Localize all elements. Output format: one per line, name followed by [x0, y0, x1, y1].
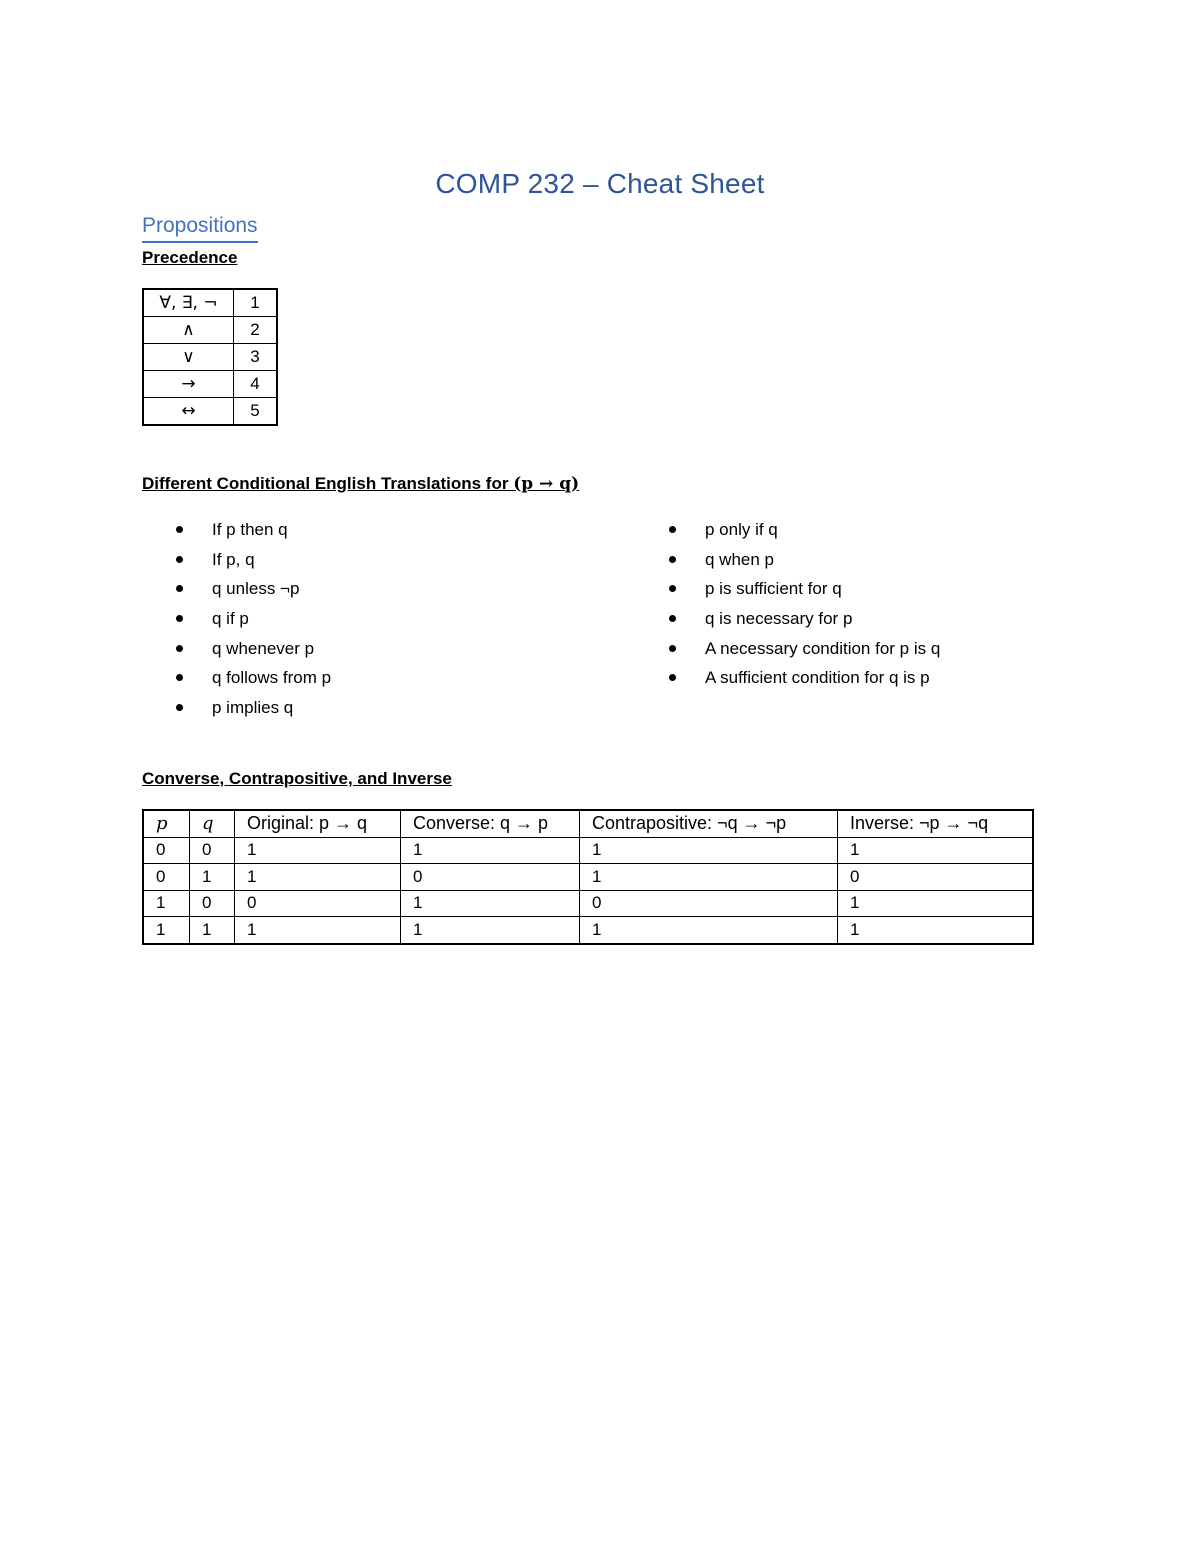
- table-header-row: [143, 810, 1033, 837]
- translations-list-left: [142, 515, 562, 723]
- operator-cell: ↔: [143, 398, 234, 426]
- table-cell: 0: [143, 864, 190, 891]
- table-cell: 1: [580, 917, 838, 944]
- table-cell: 1: [143, 890, 190, 917]
- table-row: [143, 864, 1033, 891]
- table-cell: 1: [580, 864, 838, 891]
- translations-heading-math: (p → q): [513, 474, 580, 494]
- column-header: q: [190, 810, 235, 837]
- operator-cell: ∨: [143, 344, 234, 371]
- table-row: [143, 344, 277, 371]
- table-cell: 1: [838, 837, 1034, 864]
- converse-truth-table: [142, 809, 1034, 945]
- list-item: p only if q: [635, 515, 1055, 545]
- converse-heading: Converse, Contrapositive, and Inverse: [142, 769, 452, 788]
- table-cell: 0: [401, 864, 580, 891]
- table-row: [143, 837, 1033, 864]
- table-cell: 0: [580, 890, 838, 917]
- list-item: q unless ¬p: [142, 574, 562, 604]
- list-item: A sufficient condition for q is p: [635, 663, 1055, 693]
- operator-cell: →: [143, 371, 234, 398]
- table-cell: 1: [401, 890, 580, 917]
- section-heading-propositions: Propositions: [142, 213, 258, 243]
- table-row: [143, 317, 277, 344]
- table-cell: 0: [143, 837, 190, 864]
- table-cell: 1: [143, 917, 190, 944]
- rank-cell: 2: [234, 317, 278, 344]
- table-cell: 1: [838, 890, 1034, 917]
- table-cell: 1: [401, 837, 580, 864]
- table-row: [143, 890, 1033, 917]
- column-header: p: [143, 810, 190, 837]
- table-cell: 0: [838, 864, 1034, 891]
- list-item: q is necessary for p: [635, 604, 1055, 634]
- rank-cell: 4: [234, 371, 278, 398]
- page-title: COMP 232 – Cheat Sheet: [435, 168, 765, 199]
- list-item: p is sufficient for q: [635, 574, 1055, 604]
- table-cell: 1: [401, 917, 580, 944]
- table-row: [143, 289, 277, 317]
- column-header: Converse: q → p: [401, 810, 580, 837]
- rank-cell: 5: [234, 398, 278, 426]
- list-item: If p, q: [142, 545, 562, 575]
- list-item: q whenever p: [142, 634, 562, 664]
- table-cell: 1: [235, 917, 401, 944]
- table-cell: 0: [190, 837, 235, 864]
- table-cell: 1: [235, 864, 401, 891]
- table-cell: 0: [235, 890, 401, 917]
- translations-list-right: [635, 515, 1055, 693]
- list-item: If p then q: [142, 515, 562, 545]
- column-header: Original: p → q: [235, 810, 401, 837]
- table-cell: 1: [580, 837, 838, 864]
- table-cell: 1: [838, 917, 1034, 944]
- translations-heading-text: Different Conditional English Translations for: [142, 474, 514, 493]
- table-cell: 1: [235, 837, 401, 864]
- list-item: p implies q: [142, 693, 562, 723]
- list-item: q if p: [142, 604, 562, 634]
- table-row: [143, 917, 1033, 944]
- rank-cell: 1: [234, 289, 278, 317]
- table-cell: 1: [190, 864, 235, 891]
- translations-heading: [142, 474, 579, 494]
- table-cell: 0: [190, 890, 235, 917]
- column-header: Inverse: ¬p → ¬q: [838, 810, 1034, 837]
- precedence-table: [142, 288, 278, 426]
- column-header: Contrapositive: ¬q → ¬p: [580, 810, 838, 837]
- list-item: A necessary condition for p is q: [635, 634, 1055, 664]
- table-row: [143, 371, 277, 398]
- precedence-heading: Precedence: [142, 248, 238, 267]
- operator-cell: ∧: [143, 317, 234, 344]
- operator-cell: ∀, ∃, ¬: [143, 289, 234, 317]
- rank-cell: 3: [234, 344, 278, 371]
- list-item: q follows from p: [142, 663, 562, 693]
- table-cell: 1: [190, 917, 235, 944]
- list-item: q when p: [635, 545, 1055, 575]
- table-row: [143, 398, 277, 426]
